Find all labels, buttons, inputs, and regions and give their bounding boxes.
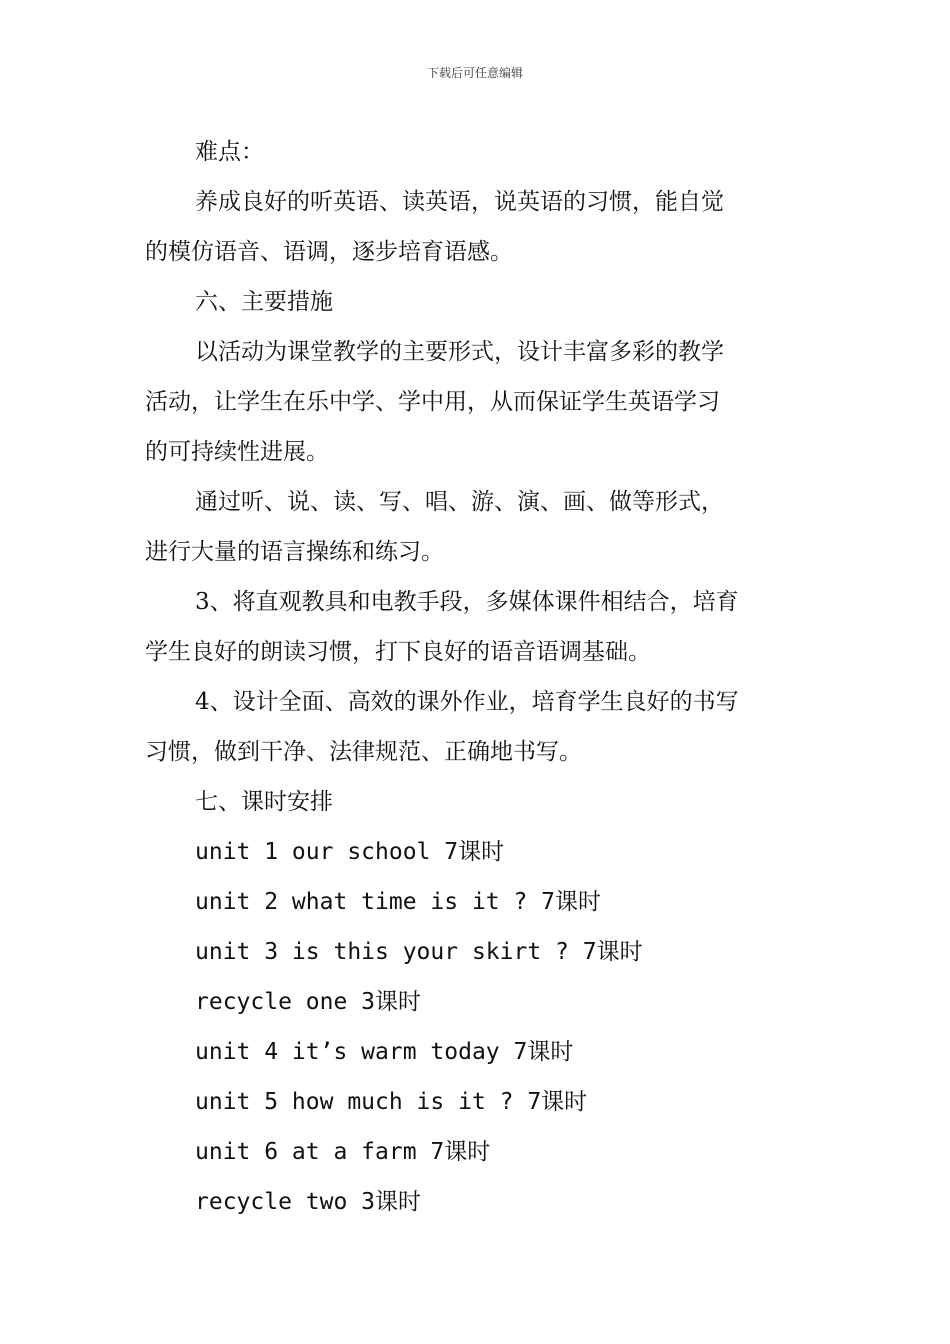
paragraph-line: 通过听、说、读、写、唱、游、演、画、做等形式， <box>195 489 724 515</box>
schedule-item: unit 3 is this your skirt ? 7课时 <box>195 939 643 965</box>
paragraph-line: 学生良好的朗读习惯，打下良好的语音语调基础。 <box>145 639 651 665</box>
schedule-item: unit 4 it’s warm today 7课时 <box>195 1039 574 1065</box>
paragraph-line: 进行大量的语言操练和练习。 <box>145 539 444 565</box>
heading-difficulty: 难点： <box>195 139 264 165</box>
schedule-item: unit 5 how much is it ? 7课时 <box>195 1089 588 1115</box>
document-body <box>145 127 810 1227</box>
section-heading-measures: 六、主要措施 <box>195 289 333 315</box>
schedule-item: unit 1 our school 7课时 <box>195 839 505 865</box>
paragraph-line: 养成良好的听英语、读英语，说英语的习惯，能自觉 <box>195 189 724 215</box>
schedule-item: unit 2 what time is it ? 7课时 <box>195 889 602 915</box>
paragraph-line: 以活动为课堂教学的主要形式，设计丰富多彩的教学 <box>195 339 724 365</box>
schedule-item: recycle two 3课时 <box>195 1189 422 1215</box>
paragraph-line: 习惯，做到干净、法律规范、正确地书写。 <box>145 739 582 765</box>
section-heading-schedule: 七、课时安排 <box>195 789 333 815</box>
paragraph-line: 4、设计全面、高效的课外作业，培育学生良好的书写 <box>195 689 739 715</box>
page-header: 下载后可任意编辑 <box>426 66 523 80</box>
paragraph-line: 3、将直观教具和电教手段，多媒体课件相结合，培育 <box>195 589 739 615</box>
schedule-item: recycle one 3课时 <box>195 989 422 1015</box>
paragraph-line: 活动，让学生在乐中学、学中用，从而保证学生英语学习 <box>145 389 720 415</box>
paragraph-line: 的可持续性进展。 <box>145 439 329 465</box>
schedule-item: unit 6 at a farm 7课时 <box>195 1139 491 1165</box>
paragraph-line: 的模仿语音、语调，逐步培育语感。 <box>145 239 513 265</box>
